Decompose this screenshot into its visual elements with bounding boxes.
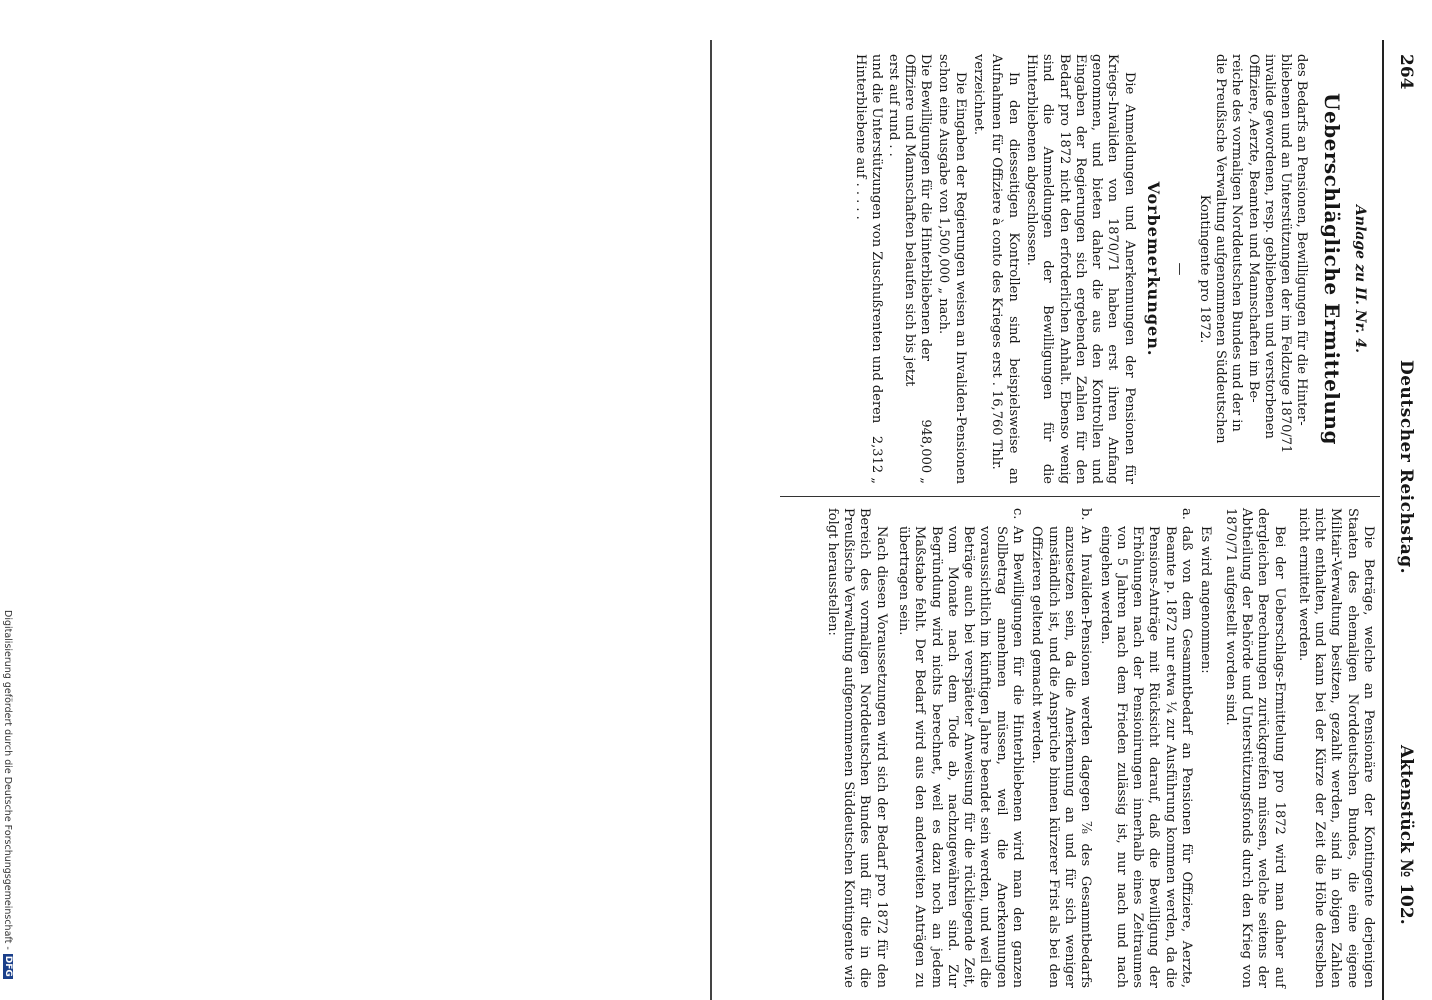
- main-heading: Ueberschlägliche Ermittelung: [1319, 93, 1344, 445]
- list-item-text: An Invaliden-Pensionen werden dagegen ⅞ des Gesammtbedarfs anzusetzen sein, da die Anerkennung an und für sich weniger umständlich ist, und die Ansprüche binnen kürzerer Frist als bei den Offizieren geltend gemacht werden.: [1029, 526, 1094, 988]
- paragraph: Die Anmeldungen und Anerkennungen der Pensionen für Kriegs-Invaliden von 1870/71 haben erst ihren Anfang genommen, und bieten daher die aus den Kontrollen und Eingaben der Regierungen sich ergebenden Zahlen für den Bedarf pro 1872 nicht den erforderlichen Anhalt. Ebenso wenig sind die Anmeldungen der Bewilligungen für die Hinterbliebenen abgeschlossen.: [1023, 54, 1137, 484]
- scanned-page: [700, 40, 1420, 1000]
- amount-value: 948,000 „: [918, 419, 934, 484]
- amount-value: 2,312 „: [869, 435, 885, 484]
- paragraph: In den diesseitigen Kontrollen sind beispielsweise an Aufnahmen für Offiziere à conto des Krieges erst . 16,760 Thlr.: [989, 54, 1021, 484]
- list-item: [895, 508, 1025, 988]
- list-item-text: An Bewilligungen für die Hinterbliebenen wird man den ganzen Sollbetrag annehmen müssen, weil die Anerkennungen voraussichtlich im künftigen Jahre beendet sein werden, und weil die Beträge auch bei verspäteter Anweisung für die rückliegende Zeit, vom Monate nach dem Tode ab, nachzugewähren sind. Zur Begründung wird nichts berechnet, weil es dazu noch an jedem Maßstabe fehlt. Der Bedarf wird aus den anderweiten Anträgen zu übertragen sein.: [895, 526, 1026, 988]
- list-item-label: c.: [1010, 508, 1026, 520]
- preliminary-remarks-heading: Vorbemerkungen.: [1144, 181, 1164, 357]
- intro-line: reiche des vormaligen Norddeutschen Bundes und der in: [1229, 54, 1245, 432]
- intro-line: bliebenen und an Unterstützungen der im Feldzuge 1870/71: [1278, 54, 1294, 454]
- right-column: [816, 508, 1377, 988]
- digitization-credit-text: Digitalisierung gefördert durch die Deutsche Forschungsgemeinschaft -: [2, 610, 14, 950]
- intro-line: Offiziere, Aerzte, Beamten und Mannschaften im Be-: [1245, 54, 1261, 403]
- intro-line: die Preußische Verwaltung aufgenommenen Süddeutschen: [1212, 54, 1228, 444]
- intro-line: des Bedarfs an Pensionen, Bewilligungen für die Hinter-: [1294, 54, 1310, 426]
- intro-line: Kontingente pro 1872.: [1196, 194, 1212, 344]
- closing-paragraph: Nach diesen Voraussetzungen wird sich der Bedarf pro 1872 für den Bereich des vormaligen Norddeutschen Bundes und für die in die Preußische Verwaltung aufgenommenen Süddeutschen Kontingente wie folgt herausstellen:: [824, 508, 889, 988]
- dfg-logo: DFG: [3, 955, 13, 977]
- paragraph: Die Eingaben der Regierungen weisen an Invaliden-Pensionen schon eine Ausgabe von 1,500,000 „ nach.: [936, 54, 968, 484]
- paragraph: Bei der Ueberschlags-Ermittelung pro 1872 wird man daher auf dergleichen Berechnungen zurückgreifen müssen, welche seitens der Abtheilung der Behörde und Unterstützungsfonds durch den Krieg von 1870/71 aufgestellt worden sind.: [1222, 508, 1287, 988]
- header-rule: [1382, 40, 1384, 1000]
- intro-block: [1195, 54, 1309, 484]
- list-item: [1096, 508, 1194, 988]
- annex-label: Anlage zu II. Nr. 4.: [1352, 204, 1368, 354]
- amount-row: [852, 54, 885, 484]
- amount-row-text: Die Bewilligungen für die Hinterbliebenen der Offiziere und Mannschaften belaufen sich bis jetzt erst auf rund . .: [885, 54, 934, 387]
- page-header-title: Deutscher Reichstag.: [1396, 360, 1416, 575]
- list-item: [1028, 508, 1093, 988]
- page-edge-rule: [711, 40, 713, 1000]
- amount-row: [884, 54, 933, 484]
- separator-dash: —: [1172, 262, 1188, 276]
- left-column: [852, 54, 1376, 484]
- list-item-text: daß von dem Gesammtbedarf an Pensionen für Offiziere, Aerzte, Beamte p. 1872 nur etwa ¼ zur Ausführung kommen werden, da die Pensions-Anträge mit Rücksicht darauf, daß die Bewilligung der Erhöhungen nach der Pensionirungen innerhalb eines Zeitraumes von 5 Jahren nach dem Frieden zulässig ist, nur nach und nach eingehen werden.: [1097, 526, 1195, 988]
- list-item-label: b.: [1078, 508, 1094, 521]
- column-divider: [780, 496, 1380, 497]
- list-item-label: a.: [1179, 508, 1195, 520]
- paragraph: Es wird angenommen:: [1198, 526, 1214, 674]
- document-reference: Aktenstück № 102.: [1396, 745, 1416, 925]
- intro-line: invalide gewordenen, resp. gebliebenen und verstorbenen: [1261, 54, 1277, 439]
- page-number: 264: [1396, 54, 1416, 90]
- amount-row-text: und die Unterstützungen von Zuschußrenten und deren Hinterbliebene auf . . . . .: [852, 54, 885, 424]
- paragraph: Die Beträge, welche an Pensionäre der Kontingente derjenigen Staaten des ehemaligen Norddeutschen Bundes, die eine eigene Militair-Verwaltung besitzen, gezahlt werden, sind in obigen Zahlen nicht enthalten, und kann bei der Kürze der Zeit die Höhe derselben nicht ermittelt werden.: [1295, 508, 1376, 988]
- paragraph: verzeichnet.: [971, 54, 987, 136]
- digitization-credit: [0, 0, 20, 1000]
